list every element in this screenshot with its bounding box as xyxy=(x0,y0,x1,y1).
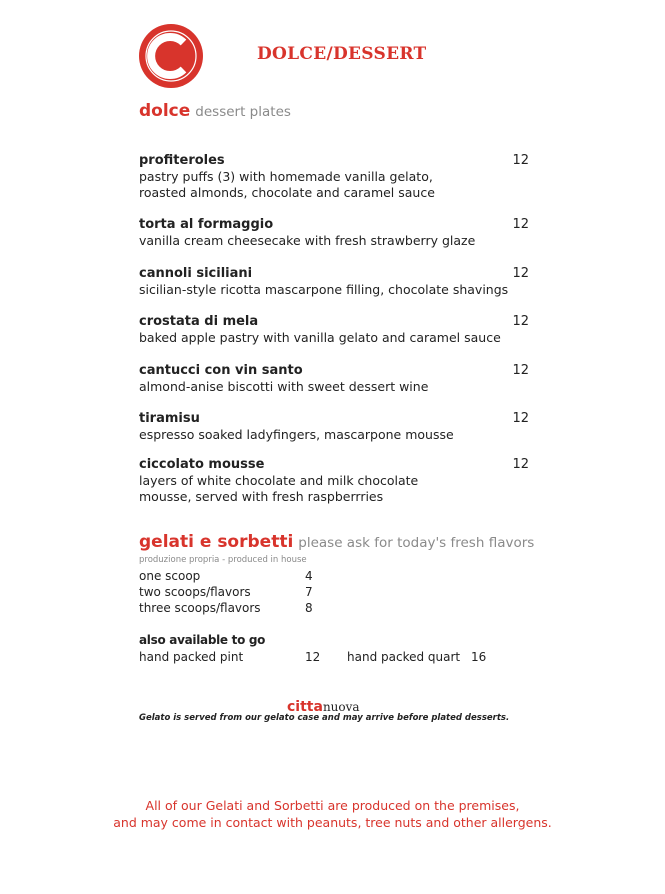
menu-item xyxy=(139,457,529,505)
item-name: cantucci con vin santo xyxy=(139,363,303,378)
citta-c-logo-icon xyxy=(139,24,203,88)
dolce-subtitle: dessert plates xyxy=(195,104,291,120)
option-price: 8 xyxy=(305,601,313,615)
dolce-heading xyxy=(139,101,291,121)
to-go-option-price: 16 xyxy=(471,650,487,664)
item-description: espresso soaked ladyfingers, mascarpone mousse xyxy=(139,427,454,442)
to-go-option-label: hand packed quart xyxy=(347,650,461,664)
gelati-title: gelati e sorbetti xyxy=(139,532,294,552)
to-go-title: also available to go xyxy=(139,633,266,647)
item-description: pastry puffs (3) with homemade vanilla gelato, roasted almonds, chocolate and caramel sauce xyxy=(139,169,435,200)
option-price: 7 xyxy=(305,585,313,599)
brand-part-nuova: nuova xyxy=(322,700,360,714)
allergen-notice xyxy=(0,797,665,831)
item-description: layers of white chocolate and milk chocolate mousse, served with fresh raspberrries xyxy=(139,473,419,504)
item-price: 12 xyxy=(512,153,529,168)
allergen-line: and may come in contact with peanuts, tree nuts and other allergens. xyxy=(113,815,552,830)
option-label: three scoops/flavors xyxy=(139,601,261,615)
menu-item xyxy=(139,363,529,395)
to-go-option-label: hand packed pint xyxy=(139,650,244,664)
option-price: 4 xyxy=(305,569,313,583)
gelati-option xyxy=(139,584,329,600)
menu-item xyxy=(139,217,529,249)
item-price: 12 xyxy=(512,411,529,426)
item-price: 12 xyxy=(512,266,529,281)
menu-item xyxy=(139,153,529,201)
item-price: 12 xyxy=(512,457,529,472)
dolce-title: dolce xyxy=(139,101,191,121)
item-name: torta al formaggio xyxy=(139,217,274,232)
to-go-option-price: 12 xyxy=(305,650,321,664)
option-label: one scoop xyxy=(139,569,201,583)
gelati-heading xyxy=(139,532,534,552)
item-description: almond-anise biscotti with sweet dessert wine xyxy=(139,379,429,394)
item-price: 12 xyxy=(512,363,529,378)
gelati-option xyxy=(139,600,329,616)
item-name: profiteroles xyxy=(139,153,225,168)
option-label: two scoops/flavors xyxy=(139,585,251,599)
item-name: cannoli siciliani xyxy=(139,266,253,281)
item-name: ciccolato mousse xyxy=(139,457,265,472)
item-name: crostata di mela xyxy=(139,314,259,329)
item-name: tiramisu xyxy=(139,411,200,426)
item-description: sicilian-style ricotta mascarpone filling, chocolate shavings xyxy=(139,282,509,297)
item-price: 12 xyxy=(512,217,529,232)
menu-item xyxy=(139,314,529,346)
menu-item xyxy=(139,266,529,298)
gelati-subtitle: please ask for today's fresh flavors xyxy=(298,535,535,551)
gelato-service-note: Gelato is served from our gelato case and may arrive before plated desserts. xyxy=(139,713,510,723)
menu-item xyxy=(139,411,529,443)
produced-in-house-note: produzione propria - produced in house xyxy=(139,555,307,565)
brand-wordmark xyxy=(287,699,360,714)
gelati-option xyxy=(139,568,329,584)
item-price: 12 xyxy=(512,314,529,329)
brand-part-citta: citta xyxy=(287,699,323,715)
item-description: baked apple pastry with vanilla gelato and caramel sauce xyxy=(139,330,501,345)
page-title: DOLCE/DESSERT xyxy=(257,44,427,64)
item-description: vanilla cream cheesecake with fresh strawberry glaze xyxy=(139,233,476,248)
allergen-line: All of our Gelati and Sorbetti are produced on the premises, xyxy=(145,798,520,813)
